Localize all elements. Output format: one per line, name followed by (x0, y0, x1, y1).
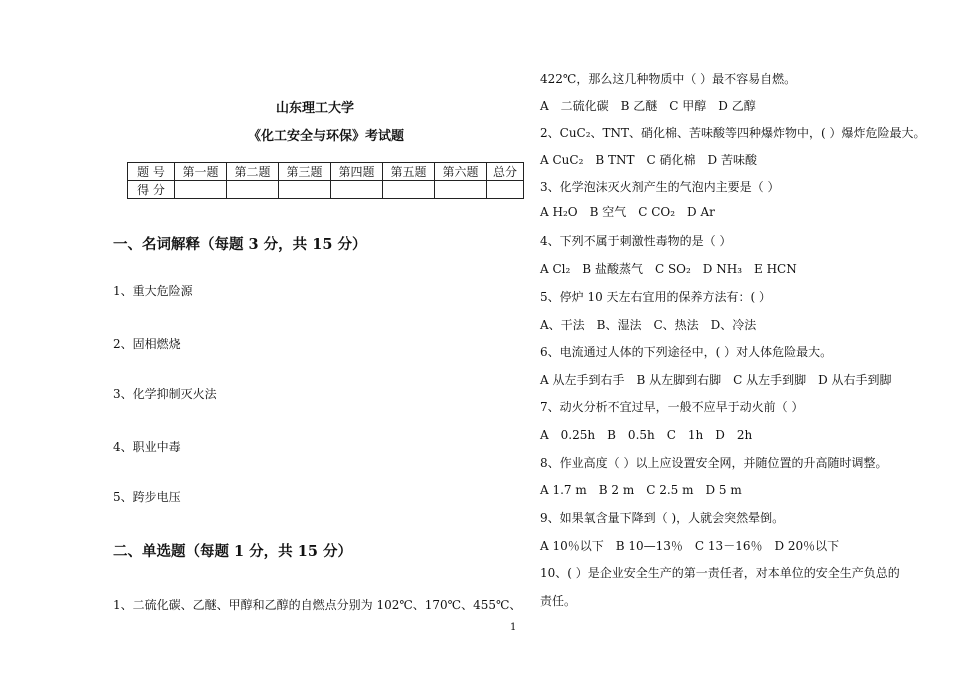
question-line: 5、停炉 10 天左右宜用的保养方法有：( ） (540, 290, 772, 304)
score-input-cell (383, 181, 435, 199)
score-input-cell (175, 181, 227, 199)
question-line: 8、作业高度（ ）以上应设置安全网，并随位置的升高随时调整。 (540, 456, 888, 470)
score-table-cell: 第四题 (331, 163, 383, 181)
question-line: 2、CuC₂、TNT、硝化棉、苦味酸等四种爆炸物中，( ）爆炸危险最大。 (540, 126, 926, 140)
score-table-cell: 总分 (487, 163, 524, 181)
score-input-cell (331, 181, 383, 199)
question-line: 4、下列不属于刺激性毒物的是（ ） (540, 234, 732, 248)
score-table-score-row (128, 181, 524, 199)
score-table-cell: 第三题 (279, 163, 331, 181)
question-line: A Cl₂ B 盐酸蒸气 C SO₂ D NH₃ E HCN (540, 262, 797, 276)
question-line: 3、化学泡沫灭火剂产生的气泡内主要是（ ） (540, 180, 780, 194)
question-line: 422℃，那么这几种物质中（ ）最不容易自燃。 (540, 72, 797, 86)
question-line: A、干法 B、湿法 C、热法 D、冷法 (540, 318, 757, 332)
page-number: 1 (510, 622, 517, 633)
question-line: A H₂O B 空气 C CO₂ D Ar (540, 205, 715, 219)
score-table-cell: 题 号 (128, 163, 175, 181)
score-input-cell (435, 181, 487, 199)
question-item: 2、固相燃烧 (113, 337, 181, 351)
score-table-cell: 第二题 (227, 163, 279, 181)
question-line: A 1.7 m B 2 m C 2.5 m D 5 m (540, 483, 742, 497)
score-input-cell (279, 181, 331, 199)
question-item: 1、二硫化碳、乙醚、甲醇和乙醇的自燃点分别为 102℃、170℃、455℃、 (113, 598, 522, 612)
question-line: A CuC₂ B TNT C 硝化棉 D 苦味酸 (540, 153, 757, 167)
question-line: 10、( ）是企业安全生产的第一责任者，对本单位的安全生产负总的 (540, 566, 900, 580)
question-item: 5、跨步电压 (113, 490, 181, 504)
question-line: A 从左手到右手 B 从左脚到右脚 C 从左手到脚 D 从右手到脚 (540, 373, 892, 387)
section-heading: 二、单选题（每题 1 分，共 15 分） (113, 543, 352, 560)
question-line: 责任。 (540, 594, 577, 608)
score-table-cell: 第六题 (435, 163, 487, 181)
question-item: 1、重大危险源 (113, 284, 193, 298)
question-line: 6、电流通过人体的下列途径中，( ）对人体危险最大。 (540, 345, 833, 359)
score-input-cell (487, 181, 524, 199)
university-name: 山东理工大学 (276, 101, 355, 116)
score-table-cell: 第五题 (383, 163, 435, 181)
score-table-cell: 得 分 (128, 181, 175, 199)
question-item: 4、职业中毒 (113, 440, 181, 454)
score-input-cell (227, 181, 279, 199)
question-line: A 二硫化碳 B 乙醚 C 甲醇 D 乙醇 (540, 99, 756, 113)
question-line: 9、如果氧含量下降到（ )，人就会突然晕倒。 (540, 511, 785, 525)
exam-title: 《化工安全与环保》考试题 (248, 129, 405, 144)
question-line: A 0.25h B 0.5h C 1h D 2h (540, 428, 753, 442)
score-table-cell: 第一题 (175, 163, 227, 181)
question-line: A 10％以下 B 10—13％ C 13－16％ D 20％以下 (540, 539, 840, 553)
question-item: 3、化学抑制灭火法 (113, 387, 217, 401)
question-line: 7、动火分析不宜过早，一般不应早于动火前（ ） (540, 400, 804, 414)
section-heading: 一、名词解释（每题 3 分，共 15 分） (113, 236, 367, 253)
score-table-header-row (128, 163, 524, 181)
score-table (127, 162, 524, 199)
